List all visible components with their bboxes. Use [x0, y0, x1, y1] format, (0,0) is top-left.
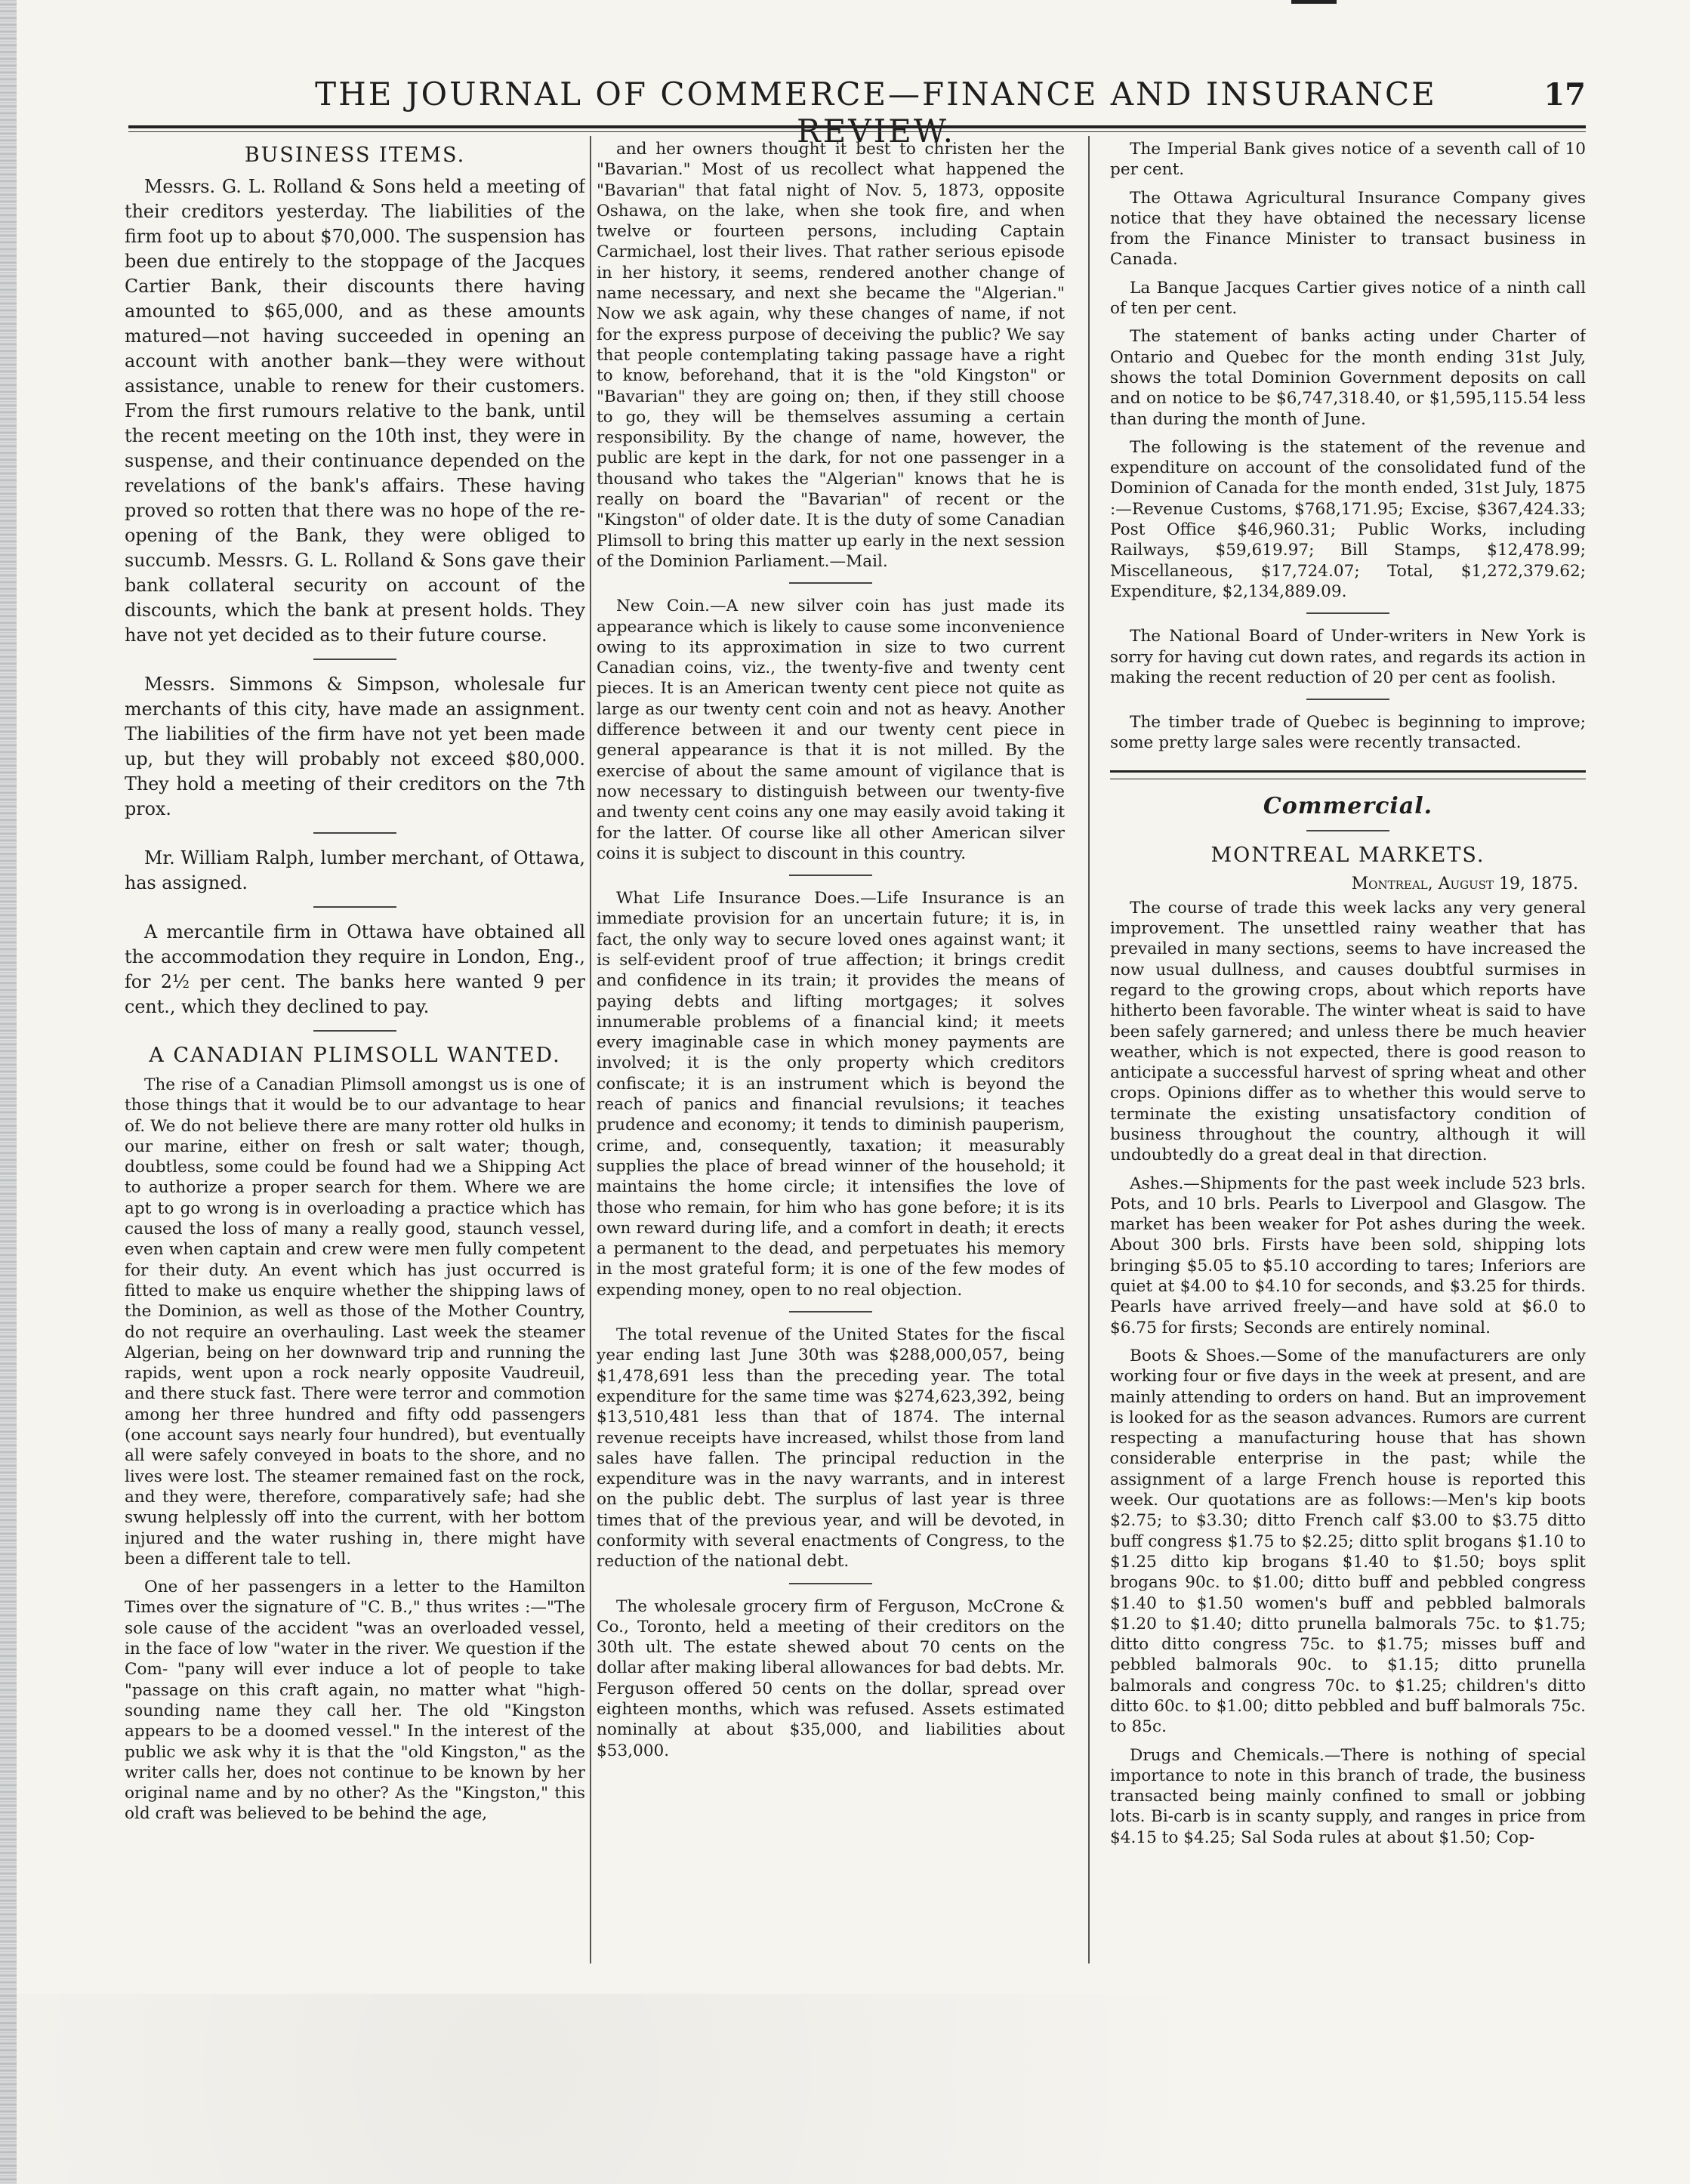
section-heading-plimsoll: A CANADIAN PLIMSOLL WANTED.	[149, 1044, 561, 1067]
article-new-coin: New Coin.—A new silver coin has just made its appearance which is likely to cause some inconvenience owing to its approximation in size to two current Canadian coins, viz., the twenty-five and twenty cent pieces. It is an American twenty cent piece not quite as large as our twenty cent coin and not as heavy. Another difference between it and our twenty cent piece in general appearance is that it is not milled. By the exercise of about the same amount of vigilance that is now necessary to distinguish between our twenty-five and twenty cent coins any one may easily avoid taking it for the latter. Of course like all other American silver coins it is subject to discount in this country.	[597, 597, 1065, 863]
separator	[313, 906, 396, 908]
notice-bank-statement: The statement of banks acting under Charter of Ontario and Quebec for the month ending 31st July, shows the total Dominion Government deposits on call and on notice to be $6,747,318.40, or $1,595,115.54 less than during the month of June.	[1110, 327, 1586, 429]
column-1	[125, 139, 585, 1982]
separator	[1306, 830, 1389, 831]
article-life-insurance: What Life Insurance Does.—Life Insurance is an immediate provision for an uncertain future; it is, in fact, the only way to secure loved ones against want; it is self-evident proof of true affection; it brings credit and confidence in its train; it provides the means of paying debts and lifting mortgages; it solves innumerable problems of a financial kind; it meets every imaginable case in which money payments are involved; it is the only property which creditors confiscate; it is an instrument which is beyond the reach of panics and financial revulsions; it teaches prudence and economy; it tends to diminish pauperism, crime, and, consequently, taxation; it measurably supplies the place of bread winner of the household; it maintains the home circle; it intensifies the love of those who remain, for him who has gone before; it is its own reward during life, and a comfort in death; it erects a permanent to the dead, and perpetuates his memory in the most grateful form; it is one of the few modes of expending money, open to no real objection.	[597, 889, 1065, 1300]
article-ottawa-firm: A mercantile firm in Ottawa have obtained all the accommodation they require in London, Eng., for 2½ per cent. The banks here wanted 9 per cent., which they declined to pay.	[125, 921, 585, 1017]
column-2	[597, 139, 1065, 1982]
masthead-rule-thin	[128, 131, 1586, 132]
article-markets-intro: The course of trade this week lacks any very general improvement. The unsettled rainy weather that has prevailed in many sections, seems to have increased the now usual dullness, and causes doubtful surmises in regard to the growing crops, about which reports have hitherto been favorable. The winter wheat is said to have been safely garnered; and unless there be much heavier weather, which is not expected, there is good reason to anticipate a successful harvest of spring wheat and other crops. Opinions differ as to whether this would serve to terminate the existing unsatisfactory condition of business throughout the country, although it will undoubtedly do a great deal in that direction.	[1110, 898, 1586, 1165]
separator	[1306, 699, 1389, 700]
paper-texture	[0, 1994, 1690, 2184]
scan-edge-texture	[0, 0, 17, 2184]
article-plimsoll-p1: The rise of a Canadian Plimsoll amongst us is one of those things that it would be to our advantage to hear of. We do not believe there are many rotter old hulks in our marine, either on fresh or salt water; though, doubtless, some could be found had we a Shipping Act to authorize a proper search for them. Where we are apt to go wrong is in overloading a practice which has caused the loss of many a really good, staunch vessel, even when captain and crew were men fully competent for their duty. An event which has just occurred is fitted to make us enquire whether the shipping laws of the Dominion, as well as those of the Mother Country, do not require an overhauling. Last week the steamer Algerian, being on her downward trip and running the rapids, went upon a rock nearly opposite Vaudreuil, and there stuck fast. There were terror and commotion among her three hundred and fifty odd passengers (one account says nearly four hundred), but eventually all were safely conveyed in boats to the shore, and no lives were lost. The steamer remained fast on the rock, and they were, therefore, comparatively safe; had she swung helplessly off into the current, with her bottom injured and the water rushing in, there might have been a different tale to tell.	[125, 1075, 585, 1569]
separator	[789, 582, 872, 584]
masthead	[128, 76, 1586, 121]
page-number: 17	[1544, 77, 1586, 113]
article-drugs-chemicals: Drugs and Chemicals.—There is nothing of special importance to note in this branch of trade, the business transacted being mainly confined to small or jobbing lots. Bi-carb is in scanty supply, and ranges in price from $4.15 to $4.25; Sal Soda rules at about $1.50; Cop-	[1110, 1745, 1586, 1847]
column-divider	[590, 136, 591, 1963]
article-simmons: Messrs. Simmons & Simpson, wholesale fur merchants of this city, have made an assignment. The liabilities of the firm have not yet been made up, but they will probably not exceed $80,000. They hold a meeting of their creditors on the 7th prox.	[125, 674, 585, 819]
section-heading-commercial: Commercial.	[1263, 792, 1433, 819]
article-rolland: Messrs. G. L. Rolland & Sons held a meeting of their creditors yesterday. The liabilities of the firm foot up to about $70,000. The suspension has been due entirely to the stoppage of the Jacques Cartier Bank, their discounts there having amounted to $65,000, and as these amounts matured—not having succeeded in opening an account with another bank—they were without assistance, unable to renew for their customers. From the first rumours relative to the bank, until the recent meeting on the 10th inst, they were in suspense, and their continuance depended on the revelations of the bank's affairs. These having proved so rotten that there was no hope of the re-opening of the Bank, they were obliged to succumb. Messrs. G. L. Rolland & Sons gave their bank collateral security on account of the discounts, which the bank at present holds. They have not yet decided as to their future course.	[125, 176, 585, 646]
column-3	[1110, 139, 1586, 1982]
article-plimsoll-p3: and her owners thought it best to christen her the "Bavarian." Most of us recollect what happened the "Bavarian" that fatal night of Nov. 5, 1873, opposite Oshawa, on the lake, when she took fire, and when twelve or fourteen persons, including Captain Carmichael, lost their lives. That rather serious episode in her history, it seems, rendered another change of name necessary, and next she became the "Algerian." Now we ask again, why these changes of name, if not for the express purpose of deceiving the public? We say that people contemplating taking passage have a right to know, beforehand, that it is the "old Kingston" or "Bavarian" they are going on; then, if they still choose to go, they will be themselves assuming a certain responsibility. By the change of name, however, the public are kept in the dark, for not one passenger in a thousand who takes the "Algerian" knows that he is really on board the "Bavarian" of recent or the "Kingston" of older date. It is the duty of some Canadian Plimsoll to bring this matter up early in the next session of the Dominion Parliament.—Mail.	[597, 140, 1065, 571]
masthead-rule-thick	[128, 125, 1586, 128]
separator	[1306, 612, 1389, 614]
section-heading-business-items: BUSINESS ITEMS.	[244, 143, 466, 167]
separator	[313, 832, 396, 834]
article-ralph: Mr. William Ralph, lumber merchant, of Ottawa, has assigned.	[125, 847, 585, 893]
article-underwriters: The National Board of Under-writers in New York is sorry for having cut down rates, and regards its action in making the recent reduction of 20 per cent as foolish.	[1110, 627, 1586, 687]
dateline: Montreal, August 19, 1875.	[1351, 874, 1578, 893]
separator	[789, 875, 872, 876]
separator	[313, 659, 396, 660]
separator	[789, 1583, 872, 1584]
article-ashes: Ashes.—Shipments for the past week include 523 brls. Pots, and 10 brls. Pearls to Liverpool and Glasgow. The market has been weaker for Pot ashes during the week. About 300 brls. Firsts have been sold, shipping lots bringing $5.05 to $5.10 according to tares; Inferiors are quiet at $4.00 to $4.10 for seconds, and $3.25 for thirds. Pearls have arrived freely—and have sold at $6.0 to $6.75 for firsts; Seconds are entirely nominal.	[1110, 1174, 1586, 1337]
article-plimsoll-p2: One of her passengers in a letter to the Hamilton Times over the signature of "C. B.," thus writes :—"The sole cause of the accident "was an overloaded vessel, in the face of low "water in the river. We question if the Com- "pany will ever induce a lot of people to take "passage on this craft again, no matter what "high-sounding name they call her. The old "Kingston appears to be a doomed vessel." In the interest of the public we ask why it is that the "old Kingston," as the writer calls her, does not continue to be known by her original name and by no other? As the "Kingston," this old craft was believed to be behind the age,	[125, 1578, 585, 1824]
section-double-rule	[1110, 770, 1586, 779]
article-grocery-firm: The wholesale grocery firm of Ferguson, McCrone & Co., Toronto, held a meeting of their creditors on the 30th ult. The estate shewed about 70 cents on the dollar after making liberal allowances for bad debts. Mr. Ferguson offered 50 cents on the dollar, spread over eighteen months, which was refused. Assets estimated nominally at about $35,000, and liabilities about $53,000.	[597, 1596, 1065, 1760]
masthead-title: THE JOURNAL OF COMMERCE—FINANCE AND INSURANCE	[315, 76, 1437, 113]
column-divider	[1088, 136, 1090, 1963]
separator	[313, 1030, 396, 1032]
top-edge-mark	[1291, 0, 1337, 4]
notice-imperial-bank: The Imperial Bank gives notice of a seventh call of 10 per cent.	[1110, 140, 1586, 180]
article-timber-trade: The timber trade of Quebec is beginning to improve; some pretty large sales were recently transacted.	[1110, 713, 1586, 753]
article-us-revenue: The total revenue of the United States for the fiscal year ending last June 30th was $288,000,057, being $1,478,691 less than the preceding year. The total expenditure for the same time was $274,623,392, being $13,510,481 less than that of 1874. The internal revenue receipts have increased, whilst those from land sales have fallen. The principal reduction in the expenditure was in the navy warrants, and in interest on the public debt. The surplus of last year is three times that of the previous year, and will be devoted, in conformity with several enactments of Congress, to the reduction of the national debt.	[597, 1325, 1065, 1572]
notice-revenue-statement: The following is the statement of the revenue and expenditure on account of the consolidated fund of the Dominion of Canada for the month ended, 31st July, 1875 :—Revenue Customs, $768,171.95; Excise, $367,424.33; Post Office $46,960.31; Public Works, including Railways, $59,619.97; Bill Stamps, $12,478.99; Miscellaneous, $17,724.07; Total, $1,272,379.62; Expenditure, $2,134,889.09.	[1110, 437, 1586, 601]
section-heading-montreal-markets: MONTREAL MARKETS.	[1210, 843, 1485, 867]
separator	[789, 1311, 872, 1313]
notice-ottawa-agricultural: The Ottawa Agricultural Insurance Company gives notice that they have obtained the necessary license from the Finance Minister to transact business in Canada.	[1110, 188, 1586, 270]
article-boots-shoes: Boots & Shoes.—Some of the manufacturers are only working four or five days in the week at present, and are mainly attending to orders on hand. But an improvement is looked for as the season advances. Rumors are current respecting a manufacturing house that has shown considerable enterprise in the past; while the assignment of a large French house is reported this week. Our quotations are as follows:—Men's kip boots $2.75; to $3.30; ditto French calf $3.00 to $3.75 ditto buff congress $1.75 to $2.25; ditto split brogans $1.10 to $1.25 ditto kip brogans $1.40 to $1.50; boys split brogans 90c. to $1.00; ditto buff and pebbled congress $1.40 to $1.50 women's buff and pebbled balmorals $1.20 to $1.40; ditto prunella balmorals 75c. to $1.75; ditto ditto congress 75c. to $1.75; misses buff and pebbled balmorals 90c. to $1.15; ditto prunella balmorals and congress 70c. to $1.25; children's ditto ditto 60c. to $1.00; ditto pebbled and buff balmorals 75c. to 85c.	[1110, 1346, 1586, 1737]
notice-banque-jacques-cartier: La Banque Jacques Cartier gives notice of a ninth call of ten per cent.	[1110, 278, 1586, 319]
